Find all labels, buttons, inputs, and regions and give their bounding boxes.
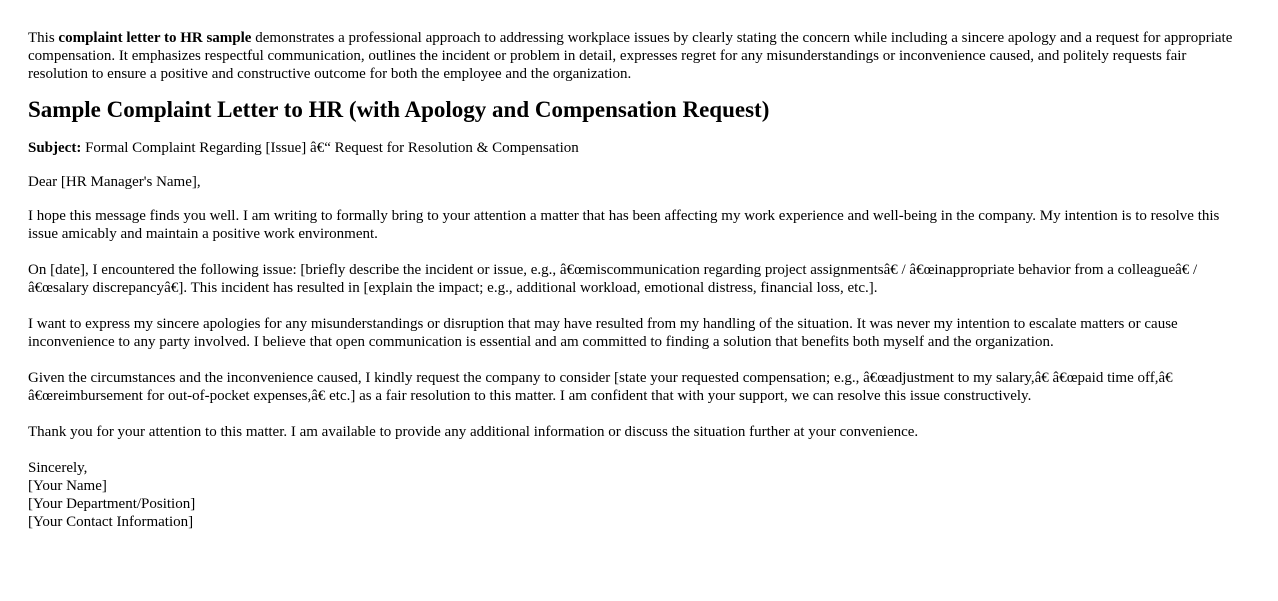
body-paragraph-apology: I want to express my sincere apologies for any misunderstandings or disruption that may have resulted from my handling of the situation. It was never my intention to escalate matters or cause inconvenience to any party involved. I believe that open communication is essential and am committed to finding a solution that benefits both myself and the organization. bbox=[28, 316, 1178, 350]
body-paragraph-thanks: Thank you for your attention to this matter. I am available to provide any additional information or discuss the situation further at your convenience. bbox=[28, 424, 919, 440]
intro-suffix: demonstrates a professional approach to addressing workplace issues by clearly stating the concern while including a sincere apology and a request for appropriate compensation. It emphasizes respectful communication, outlines the incident or problem in detail, expresses regret for any misunderstandings or inconvenience caused, and politely requests fair resolution to ensure a positive and constructive outcome for both the employee and the organization. bbox=[28, 30, 1233, 82]
signature-block bbox=[28, 459, 1250, 531]
body-paragraph-incident: On [date], I encountered the following issue: [briefly describe the incident or issue, e.g., â€œmiscommunication regarding project assignmentsâ€ / â€œinappropriate behavior from a colleagueâ€ / â€œsalary discrepancyâ€]. This incident has resulted in [explain the impact; e.g., additional workload, emotional distress, financial loss, etc.]. bbox=[28, 262, 1198, 296]
intro-prefix: This bbox=[28, 30, 59, 46]
signature-contact: [Your Contact Information] bbox=[28, 514, 194, 530]
intro-bold-phrase: complaint letter to HR sample bbox=[58, 30, 252, 46]
greeting: Dear [HR Manager's Name], bbox=[28, 174, 201, 190]
subject-line bbox=[28, 139, 1250, 157]
intro-paragraph bbox=[28, 29, 1250, 83]
letter-heading: Sample Complaint Letter to HR (with Apology and Compensation Request) bbox=[28, 97, 770, 122]
signature-name: [Your Name] bbox=[28, 478, 107, 494]
signature-department: [Your Department/Position] bbox=[28, 496, 196, 512]
subject-text: Formal Complaint Regarding [Issue] â€“ Request for Resolution & Compensation bbox=[81, 140, 579, 156]
body-paragraph-compensation: Given the circumstances and the inconvenience caused, I kindly request the company to consider [state your requested compensation; e.g., â€œadjustment to my salary,â€ â€œpaid time off,â€ â€œreimbursement for out-of-pocket expenses,â€ etc.] as a fair resolution to this matter. I am confident that with your support, we can resolve this issue constructively. bbox=[28, 370, 1173, 404]
signature-closing: Sincerely, bbox=[28, 460, 88, 476]
body-paragraph-intro: I hope this message finds you well. I am writing to formally bring to your attention a matter that has been affecting my work experience and well-being in the company. My intention is to resolve this issue amicably and maintain a positive work environment. bbox=[28, 208, 1220, 242]
subject-label: Subject: bbox=[28, 140, 82, 156]
